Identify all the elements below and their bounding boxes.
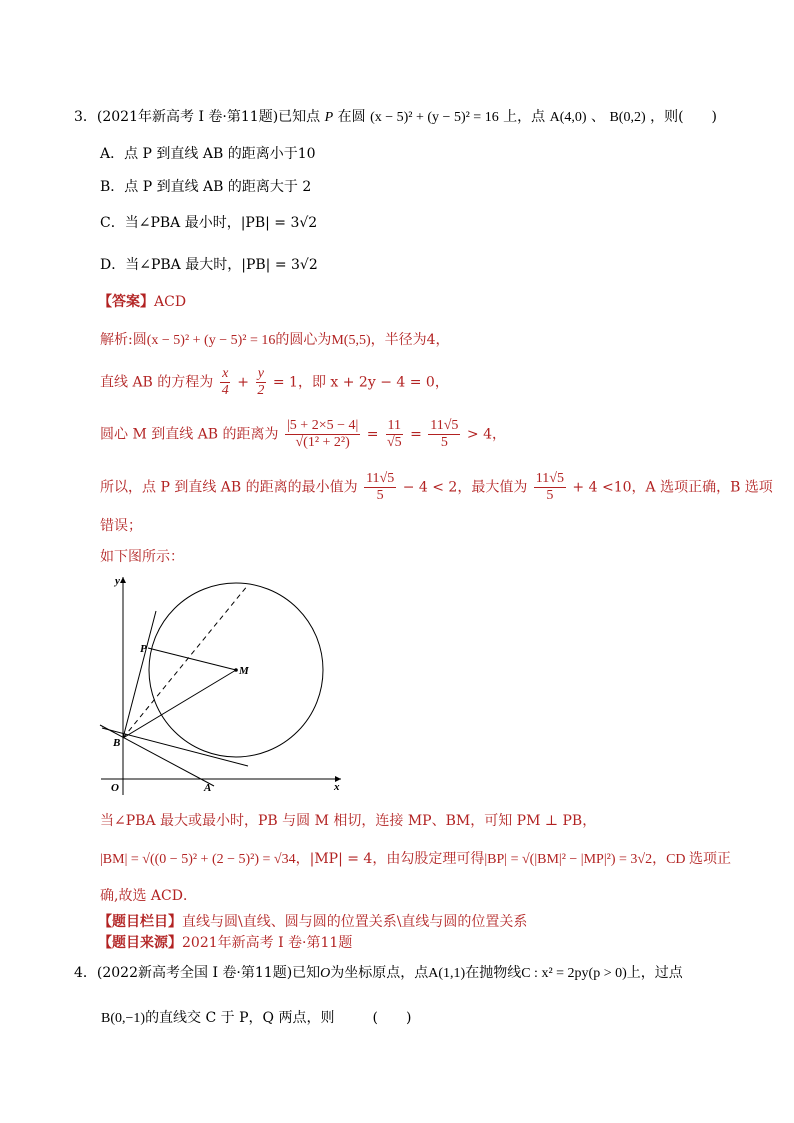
sol-line-9: 确,故选 ACD． <box>100 888 197 904</box>
answer-value: ACD <box>154 294 187 310</box>
sol-l2-a: 直线 AB 的方程为 <box>100 374 214 391</box>
sol-l3-frac2 <box>385 418 404 451</box>
sol-l1-b: 的圆心为 <box>275 332 332 348</box>
sol-l4-a: 所以，点 P 到直线 AB 的距离的最小值为 <box>100 479 358 496</box>
sol-l4-c: + 4 <10，A 选项正确，B 选项 <box>572 479 773 496</box>
line-ab <box>100 725 214 786</box>
sol-line-5: 错误； <box>100 518 142 534</box>
segment-pm <box>148 648 236 670</box>
sol-l2-f2n: y <box>257 366 265 381</box>
q3-point-p: P <box>324 110 334 125</box>
q3-answer <box>98 293 186 311</box>
sol-l2-frac2 <box>255 366 266 399</box>
q3-option-b: B．点 P 到直线 AB 的距离大于 2 <box>100 179 312 195</box>
q4-point-a: A(1,1) <box>428 966 466 981</box>
sol-l4-f1d: 5 <box>376 488 384 503</box>
sol-l3-eq2: = <box>410 426 422 443</box>
category-label: 【题目栏目】 <box>98 914 182 930</box>
q3-option-d: D．当∠PBA 最大时，|PB| = 3√2 <box>100 257 318 273</box>
label-o: O <box>111 782 119 794</box>
q3-point-a: A(4,0) <box>549 110 587 125</box>
sol-l3-f3d: 5 <box>440 435 448 450</box>
sol-l2-b: = 1，即 x + 2y − 4 = 0， <box>272 374 449 391</box>
label-p: P <box>140 643 147 655</box>
sol-l3-f1d: √(1² + 2²) <box>295 435 350 450</box>
sol-l4-f2n: 11√5 <box>535 471 564 486</box>
sol-l4-frac1 <box>364 471 396 504</box>
q4-origin-o: O <box>320 966 331 981</box>
sol-l2-f2d: 2 <box>257 383 265 398</box>
sol-l8-b: |MP| = 4，由勾股定理可得 <box>309 851 485 867</box>
q3-sep: 、 <box>591 109 605 125</box>
sol-l1-m: M(5,5) <box>331 333 371 348</box>
sol-l3-f1n: |5 + 2×5 − 4| <box>287 418 359 433</box>
tangent-lower <box>102 728 248 766</box>
q3-option-c: C．当∠PBA 最小时，|PB| = 3√2 <box>100 215 318 231</box>
source-value: 2021年新高考 I 卷·第11题 <box>182 935 353 951</box>
tangent-upper <box>123 611 156 738</box>
sol-l3-a: 圆心 M 到直线 AB 的距离为 <box>100 426 279 443</box>
sol-l3-f2n: 11 <box>387 418 402 433</box>
label-b: B <box>113 737 121 749</box>
sol-line-8 <box>100 850 731 869</box>
q3-point-b: B(0,2) <box>609 110 646 125</box>
label-m: M <box>239 665 249 677</box>
q3-stem-end: ，则( ) <box>650 109 718 125</box>
q4-point-b: B(0,−1) <box>101 1011 146 1026</box>
sol-line-4 <box>100 471 773 504</box>
sol-l4-frac2 <box>534 471 566 504</box>
sol-l1-c: ，半径为4， <box>370 332 450 348</box>
q4-l1-b: 为坐标原点，点 <box>330 965 429 981</box>
q3-circle-equation: (x − 5)² + (y − 5)² = 16 <box>370 110 499 125</box>
q4-l2-a: 的直线交 C 于 P，Q 两点，则 <box>145 1010 335 1026</box>
sol-l4-f1n: 11√5 <box>366 471 395 486</box>
sol-l4-f2d: 5 <box>546 488 554 503</box>
q3-stem-start: 3．(2021年新高考 I 卷·第11题)已知点 <box>74 109 321 125</box>
label-x: x <box>334 781 340 793</box>
label-y: y <box>115 575 120 587</box>
q3-category <box>98 913 527 931</box>
q3-stem-circle-word: 在圆 <box>337 109 366 125</box>
sol-line-2 <box>100 366 449 399</box>
sol-l2-plus: + <box>237 374 249 391</box>
sol-l3-b: > 4， <box>466 426 506 443</box>
sol-l2-f1d: 4 <box>221 383 229 398</box>
sol-l1-eq: (x − 5)² + (y − 5)² = 16 <box>146 333 276 348</box>
sol-l8-a: |BM| = √((0 − 5)² + (2 − 5)²) = √34， <box>100 852 310 867</box>
sol-l4-b: − 4 < 2，最大值为 <box>402 479 528 496</box>
sol-line-3 <box>100 418 506 451</box>
point-m-dot <box>234 668 238 672</box>
q4-l2-b: ( ) <box>372 1010 412 1026</box>
sol-line-1 <box>100 331 450 350</box>
q4-line-1 <box>74 964 683 983</box>
category-value: 直线与圆\直线、圆与圆的位置关系\直线与圆的位置关系 <box>182 914 528 930</box>
q4-l1-a: 4．(2022新高考全国 I 卷·第11题)已知 <box>74 965 321 981</box>
q3-source <box>98 934 352 952</box>
sol-l2-frac1 <box>220 366 231 399</box>
q3-stem <box>74 108 717 127</box>
geometry-figure <box>96 573 346 798</box>
sol-l3-eq: = <box>366 426 379 443</box>
sol-line-6: 如下图所示： <box>100 549 184 565</box>
sol-l3-frac3 <box>428 418 460 451</box>
sol-l8-c: |BP| = √(|BM|² − |MP|²) = 3√2，CD 选项正 <box>484 852 732 867</box>
q4-line-2 <box>101 1009 411 1028</box>
label-a: A <box>204 782 212 794</box>
sol-l3-f2d: √5 <box>386 435 402 450</box>
sol-l1-a: 解析:圆 <box>100 332 147 348</box>
sol-line-7: 当∠PBA 最大或最小时，PB 与圆 M 相切，连接 MP、BM，可知 PM ⊥ PB， <box>100 813 597 829</box>
segment-bm <box>123 670 236 738</box>
dashed-line <box>123 585 248 738</box>
q4-l1-c: 在抛物线 <box>465 965 522 981</box>
sol-l3-frac1 <box>285 418 360 451</box>
q4-parabola-eq: C : x² = 2py(p > 0) <box>521 966 627 981</box>
answer-label: 【答案】 <box>98 294 154 310</box>
source-label: 【题目来源】 <box>98 935 182 951</box>
q3-option-a: A．点 P 到直线 AB 的距离小于10 <box>100 146 316 162</box>
sol-l2-f1n: x <box>222 366 229 381</box>
y-axis-arrow <box>120 577 126 583</box>
q4-l1-d: 上，过点 <box>626 965 683 981</box>
q3-stem-on: 上，点 <box>503 109 546 125</box>
sol-l3-f3n: 11√5 <box>430 418 459 433</box>
